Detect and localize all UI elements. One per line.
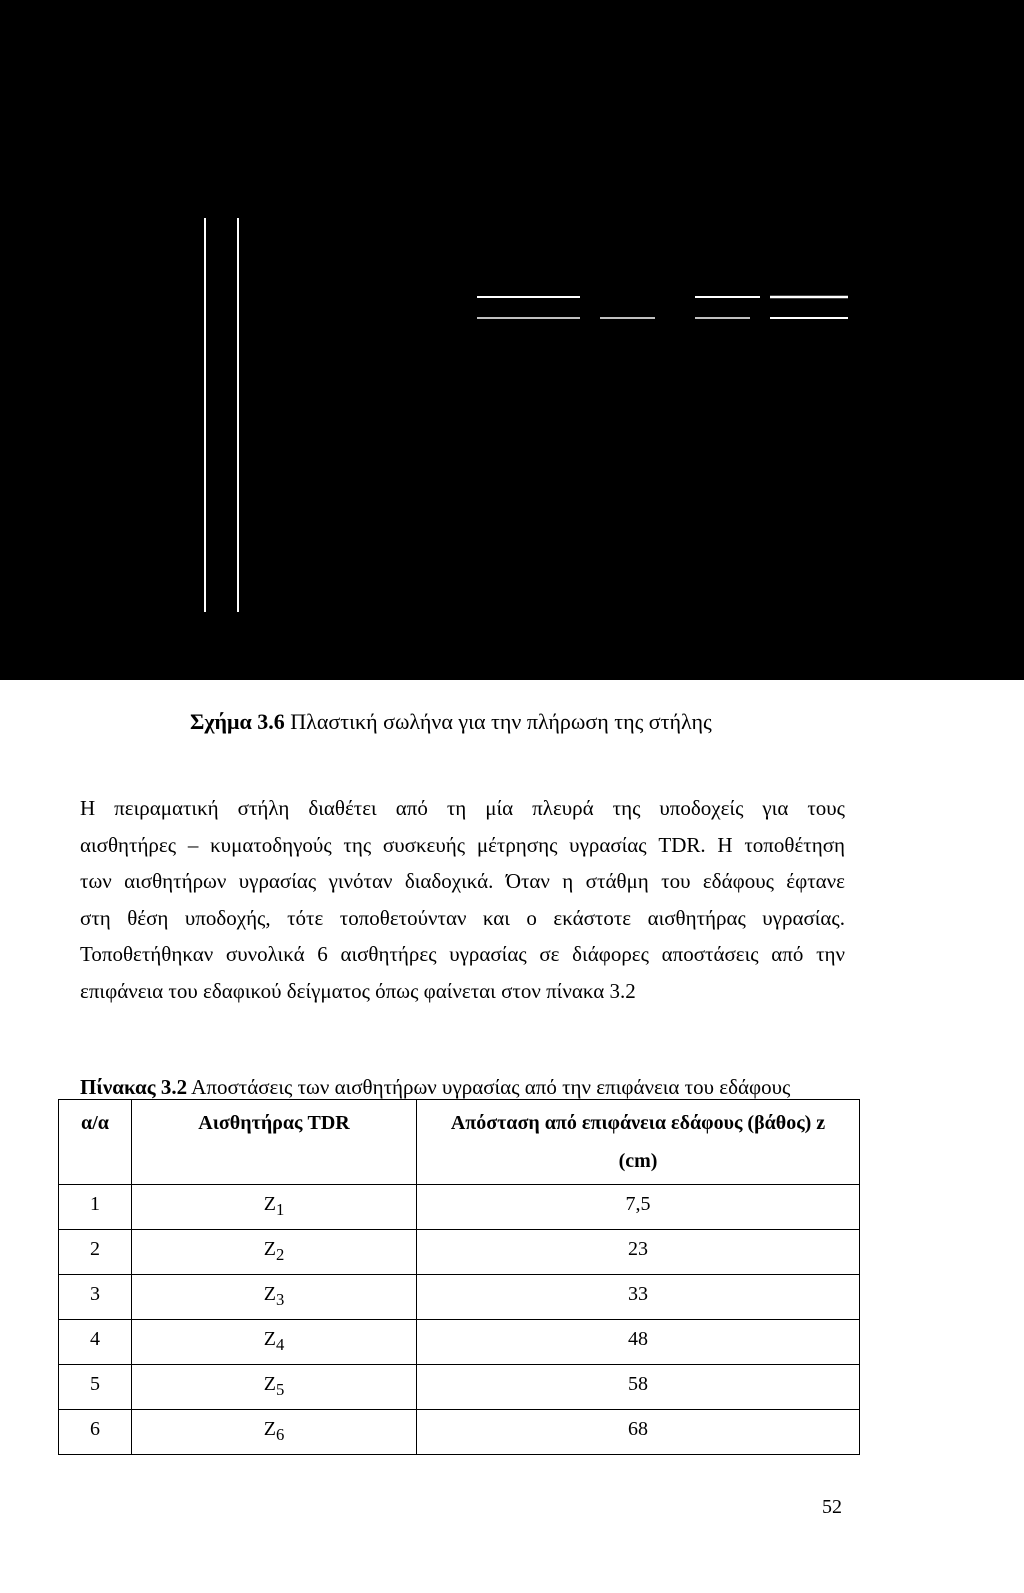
- paragraph-line: επιφάνεια του εδαφικού δείγματος όπως φαίνεται στον πίνακα 3.2: [80, 978, 636, 1003]
- cell-index: 5: [59, 1365, 132, 1410]
- body-paragraph: [80, 790, 845, 1010]
- header-depth: [417, 1100, 860, 1185]
- table-row: [59, 1365, 860, 1410]
- sensor-subscript: 3: [275, 1290, 285, 1309]
- table-row: [59, 1320, 860, 1365]
- table-row: [59, 1230, 860, 1275]
- cell-depth: 58: [417, 1365, 860, 1410]
- cell-index: 3: [59, 1275, 132, 1320]
- page-number: 52: [822, 1496, 842, 1518]
- table-title: [80, 1073, 860, 1101]
- sensor-letter: Z: [263, 1193, 276, 1215]
- sensor-subscript: 4: [275, 1335, 285, 1354]
- cell-depth: 48: [417, 1320, 860, 1365]
- table-title-label: Πίνακας 3.2: [80, 1075, 188, 1099]
- paragraph-line: των αισθητήρων υγρασίας γινόταν διαδοχικά. Όταν η στάθμη του εδάφους έφτανε: [80, 869, 845, 894]
- cell-depth: 7,5: [417, 1185, 860, 1230]
- cell-depth: 68: [417, 1410, 860, 1455]
- caption-label: Σχήμα 3.6: [190, 709, 285, 734]
- sensor-letter: Z: [263, 1373, 276, 1395]
- paragraph-line: στη θέση υποδοχής, τότε τοποθετούνταν και ο εκάστοτε αισθητήρας υγρασίας.: [80, 905, 845, 930]
- sensor-subscript: 6: [275, 1425, 285, 1444]
- table-row: [59, 1275, 860, 1320]
- caption-text: Πλαστική σωλήνα για την πλήρωση της στήλης: [284, 709, 712, 734]
- header-depth-line2: (cm): [618, 1150, 658, 1172]
- figure-caption: [190, 708, 990, 736]
- figure-photo-graphic: [0, 0, 1024, 680]
- cell-index: 1: [59, 1185, 132, 1230]
- header-index: α/α: [59, 1100, 132, 1185]
- table-header-row: [59, 1100, 860, 1185]
- sensor-subscript: 5: [275, 1380, 285, 1399]
- table-row: [59, 1410, 860, 1455]
- cell-index: 2: [59, 1230, 132, 1275]
- sensor-subscript: 1: [275, 1200, 285, 1219]
- cell-depth: 23: [417, 1230, 860, 1275]
- figure-photo: [0, 0, 1024, 680]
- paragraph-line: Η πειραματική στήλη διαθέτει από τη μία πλευρά της υποδοχείς για τους: [80, 796, 845, 820]
- cell-sensor: [132, 1275, 417, 1320]
- sensor-letter: Z: [263, 1328, 276, 1350]
- sensor-subscript: 2: [275, 1245, 285, 1264]
- cell-index: 4: [59, 1320, 132, 1365]
- cell-depth: 33: [417, 1275, 860, 1320]
- paragraph-line: αισθητήρες – κυματοδηγούς της συσκευής μέτρησης υγρασίας TDR. Η τοποθέτηση: [80, 832, 845, 857]
- sensor-letter: Z: [263, 1238, 276, 1260]
- cell-index: 6: [59, 1410, 132, 1455]
- cell-sensor: [132, 1230, 417, 1275]
- sensor-letter: Z: [263, 1283, 276, 1305]
- paragraph-line: Τοποθετήθηκαν συνολικά 6 αισθητήρες υγρασίας σε διάφορες αποστάσεις από την: [80, 942, 845, 967]
- sensor-letter: Z: [263, 1418, 276, 1440]
- cell-sensor: [132, 1410, 417, 1455]
- table-title-text: Αποστάσεις των αισθητήρων υγρασίας από την επιφάνεια του εδάφους: [187, 1075, 791, 1099]
- header-depth-line1: Απόσταση από επιφάνεια εδάφους (βάθος) z: [450, 1112, 826, 1134]
- table-row: [59, 1185, 860, 1230]
- cell-sensor: [132, 1365, 417, 1410]
- header-sensor: Αισθητήρας TDR: [132, 1100, 417, 1185]
- cell-sensor: [132, 1185, 417, 1230]
- sensor-table: [58, 1099, 860, 1455]
- cell-sensor: [132, 1320, 417, 1365]
